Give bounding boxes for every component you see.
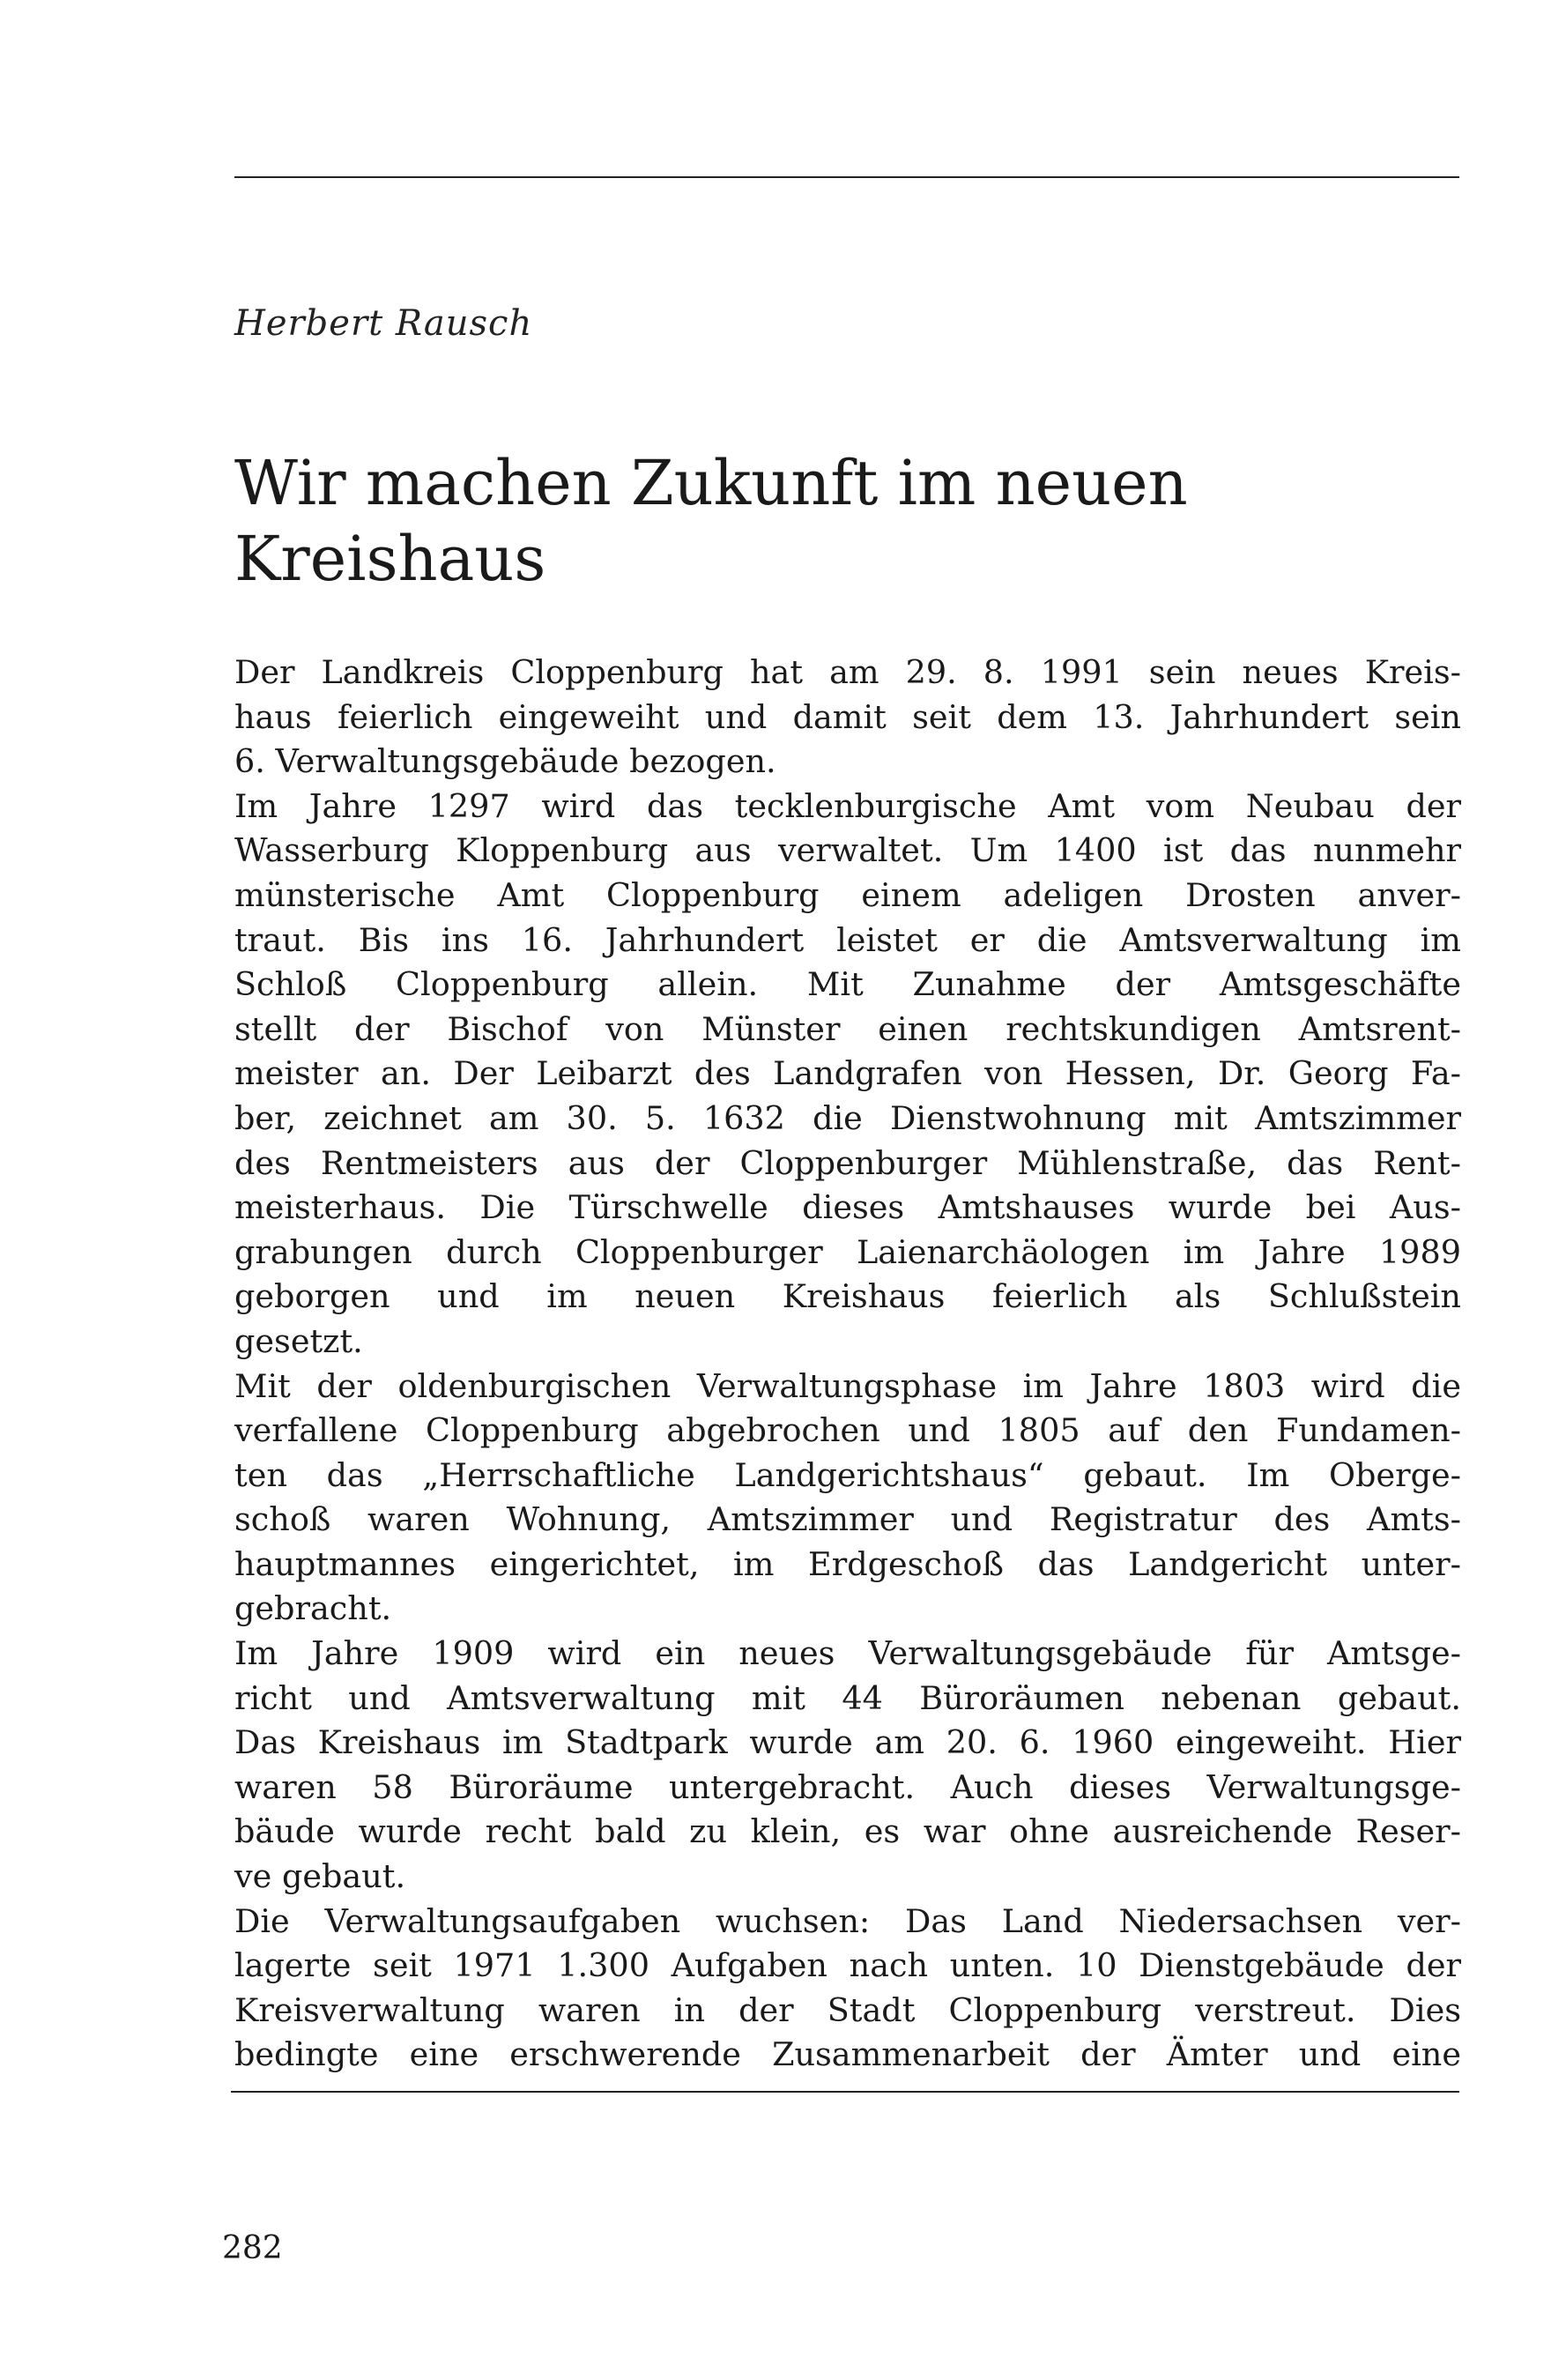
body-line: Im Jahre 1909 wird ein neues Verwaltungsgebäude für Amtsge-	[234, 1634, 1461, 1673]
body-line: bedingte eine erschwerende Zusammenarbeit der Ämter und eine	[234, 2035, 1461, 2074]
body-line: Der Landkreis Cloppenburg hat am 29. 8. 1991 sein neues Kreis-	[234, 653, 1461, 691]
body-line: traut. Bis ins 16. Jahrhundert leistet er die Amtsverwaltung im	[234, 920, 1461, 959]
body-line: schoß waren Wohnung, Amtszimmer und Registratur des Amts-	[234, 1500, 1461, 1539]
body-line: Kreisverwaltung waren in der Stadt Cloppenburg verstreut. Dies	[234, 1990, 1461, 2029]
page-number: 282	[222, 2230, 283, 2266]
body-line: gesetzt.	[234, 1321, 363, 1360]
body-line: gebracht.	[234, 1589, 392, 1628]
body-line: hauptmannes eingerichtet, im Erdgeschoß das Landgericht unter-	[234, 1544, 1461, 1583]
top-rule	[234, 176, 1459, 178]
body-line: Mit der oldenburgischen Verwaltungsphase im Jahre 1803 wird die	[234, 1366, 1461, 1405]
body-line: geborgen und im neuen Kreishaus feierlich als Schlußstein	[234, 1277, 1461, 1316]
body-line: haus feierlich eingeweiht und damit seit dem 13. Jahrhundert sein	[234, 697, 1461, 736]
body-line: stellt der Bischof von Münster einen rechtskundigen Amtsrent-	[234, 1009, 1461, 1048]
body-line: Das Kreishaus im Stadtpark wurde am 20. 6. 1960 eingeweiht. Hier	[234, 1723, 1461, 1762]
body-line: Wasserburg Kloppenburg aus verwaltet. Um 1400 ist das nunmehr	[234, 831, 1461, 870]
body-line: ten das „Herrschaftliche Landgerichtshaus“ gebaut. Im Oberge-	[234, 1455, 1461, 1494]
body-line: ber, zeichnet am 30. 5. 1632 die Dienstwohnung mit Amtszimmer	[234, 1098, 1461, 1137]
body-line: Die Verwaltungsaufgaben wuchsen: Das Land Niedersachsen ver-	[234, 1901, 1461, 1940]
body-line: lagerte seit 1971 1.300 Aufgaben nach unten. 10 Dienstgebäude der	[234, 1946, 1461, 1985]
body-line: grabungen durch Cloppenburger Laienarchäologen im Jahre 1989	[234, 1232, 1461, 1271]
body-line: meisterhaus. Die Türschwelle dieses Amtshauses wurde bei Aus-	[234, 1188, 1461, 1227]
body-line: verfallene Cloppenburg abgebrochen und 1805 auf den Fundamen-	[234, 1411, 1461, 1450]
body-line: bäude wurde recht bald zu klein, es war ohne ausreichende Reser-	[234, 1812, 1461, 1851]
body-line: münsterische Amt Cloppenburg einem adeligen Drosten anver-	[234, 875, 1461, 914]
body-line: Im Jahre 1297 wird das tecklenburgische Amt vom Neubau der	[234, 786, 1461, 825]
author-name: Herbert Rausch	[234, 303, 533, 344]
body-line: waren 58 Büroräume untergebracht. Auch dieses Verwaltungsge-	[234, 1767, 1461, 1806]
body-line: Schloß Cloppenburg allein. Mit Zunahme der Amtsgeschäfte	[234, 965, 1461, 1004]
article-title-line: Kreishaus	[234, 523, 546, 595]
article-title	[234, 445, 1468, 597]
bottom-rule	[231, 2091, 1459, 2093]
body-line: ve gebaut.	[234, 1857, 406, 1896]
body-line: 6. Verwaltungsgebäude bezogen.	[234, 742, 776, 781]
body-line: des Rentmeisters aus der Cloppenburger Mühlenstraße, das Rent-	[234, 1143, 1461, 1182]
article-body	[234, 651, 1461, 2078]
article-title-line: Wir machen Zukunft im neuen	[234, 447, 1188, 519]
body-line: meister an. Der Leibarzt des Landgrafen von Hessen, Dr. Georg Fa-	[234, 1054, 1461, 1093]
body-line: richt und Amtsverwaltung mit 44 Büroräumen nebenan gebaut.	[234, 1678, 1461, 1717]
